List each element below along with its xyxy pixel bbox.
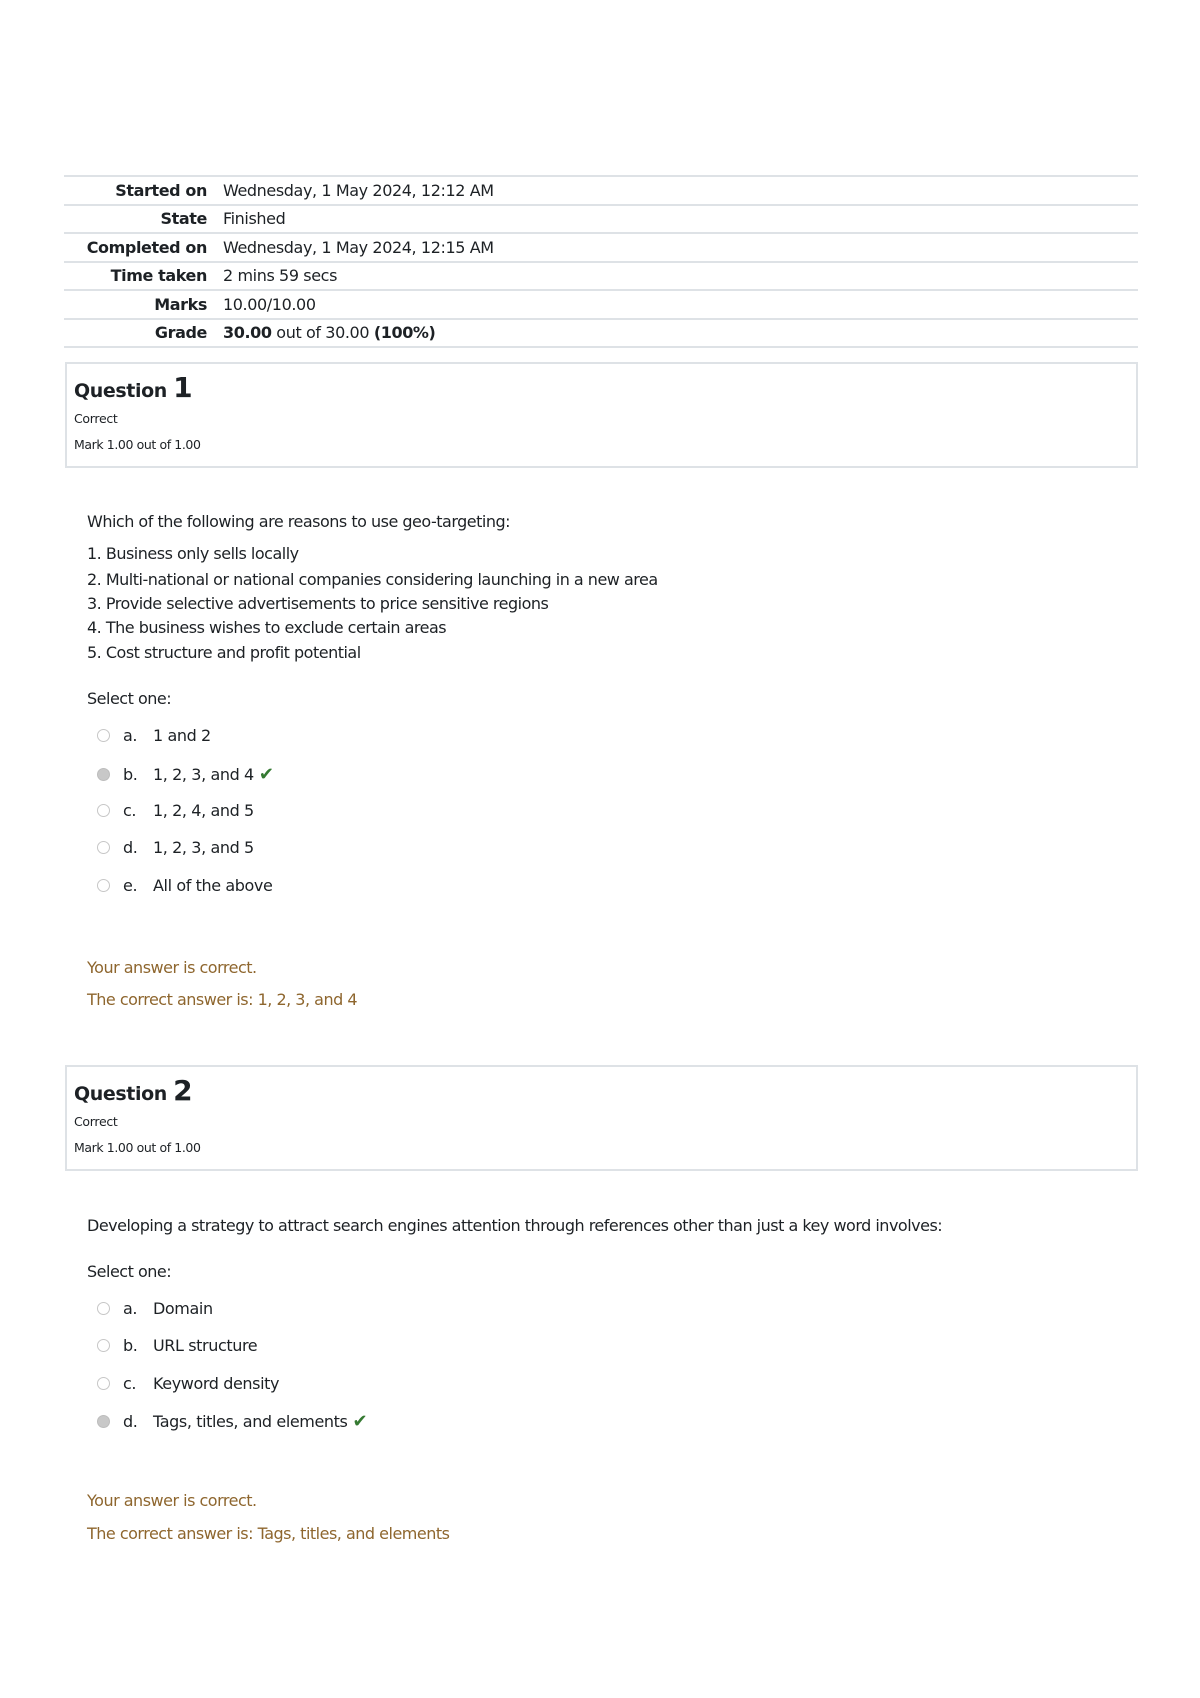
summary-label: Completed on [86,237,207,257]
check-icon: ✔ [352,1411,368,1432]
option-letter: b. [123,765,138,784]
radio-icon[interactable] [97,841,110,854]
question-label: Question [74,380,167,402]
summary-row-state [64,206,1138,235]
summary-value: 2 mins 59 secs [223,266,338,286]
answer-option-d[interactable] [97,1411,367,1432]
radio-icon[interactable] [97,879,110,892]
summary-label: Started on [115,180,207,200]
question-grade: Mark 1.00 out of 1.00 [74,1140,201,1155]
answer-option-c[interactable] [97,801,254,820]
answer-option-a[interactable] [97,1299,213,1318]
select-one-prompt: Select one: [87,1262,172,1281]
statement-item: 5. Cost structure and profit potential [87,643,361,662]
option-letter: b. [123,1336,138,1355]
answer-option-c[interactable] [97,1374,279,1393]
option-text: 1, 2, 3, and 5 [153,838,254,857]
option-text: URL structure [153,1336,258,1355]
feedback-correct: Your answer is correct. [87,958,257,977]
option-text: Domain [153,1299,213,1318]
attempt-summary-table [64,175,1138,348]
statement-item: 1. Business only sells locally [87,544,299,563]
question-number [74,371,1136,404]
question-label: Question [74,1083,167,1105]
statement-item: 3. Provide selective advertisements to price sensitive regions [87,594,549,613]
correct-answer-text: The correct answer is: Tags, titles, and elements [87,1524,450,1543]
option-letter: d. [123,838,138,857]
summary-row-started [64,177,1138,206]
summary-label: Marks [154,294,207,314]
answer-option-b[interactable] [97,1336,257,1355]
summary-label: Time taken [110,266,207,286]
option-letter: c. [123,1374,137,1393]
question-text: Developing a strategy to attract search engines attention through references other than just a key word involves: [87,1216,943,1235]
summary-value [221,323,435,342]
question-grade: Mark 1.00 out of 1.00 [74,437,201,452]
statement-item: 2. Multi-national or national companies considering launching in a new area [87,570,658,589]
radio-icon[interactable] [97,768,110,781]
summary-value: 10.00/10.00 [223,294,316,314]
option-text: 1, 2, 4, and 5 [153,801,254,820]
option-letter: c. [123,801,137,820]
radio-icon[interactable] [97,1415,110,1428]
option-text: All of the above [153,876,273,895]
summary-row-marks [64,291,1138,320]
grade-percent: (100%) [373,323,436,343]
feedback-correct: Your answer is correct. [87,1491,257,1510]
grade-out-of: out of 30.00 [271,323,374,343]
check-icon: ✔ [258,764,274,785]
summary-label: Grade [154,323,207,343]
grade-score: 30.00 [223,323,272,343]
option-text: 1, 2, 3, and 4 [153,765,254,784]
radio-icon[interactable] [97,1339,110,1352]
option-text: Tags, titles, and elements [153,1412,348,1431]
question-number [74,1074,1136,1107]
question-state: Correct [74,1114,118,1129]
summary-value: Wednesday, 1 May 2024, 12:15 AM [223,237,494,257]
radio-icon[interactable] [97,1302,110,1315]
question-number-value: 1 [173,371,193,404]
question-text: Which of the following are reasons to use geo-targeting: [87,512,511,531]
option-text: Keyword density [153,1374,280,1393]
summary-row-time-taken [64,263,1138,292]
radio-icon[interactable] [97,1377,110,1390]
select-one-prompt: Select one: [87,689,172,708]
option-letter: d. [123,1412,138,1431]
option-text: 1 and 2 [153,726,211,745]
question-info-box [65,1065,1138,1171]
question-info-box [65,362,1138,468]
summary-row-completed [64,234,1138,263]
question-state: Correct [74,411,118,426]
radio-icon[interactable] [97,729,110,742]
summary-row-grade [64,320,1138,349]
option-letter: a. [123,726,138,745]
answer-option-b[interactable] [97,764,274,785]
summary-label: State [160,209,207,229]
question-number-value: 2 [173,1074,193,1107]
option-letter: a. [123,1299,138,1318]
answer-option-a[interactable] [97,726,211,745]
answer-option-e[interactable] [97,876,272,895]
summary-value: Finished [223,209,286,229]
radio-icon[interactable] [97,804,110,817]
answer-option-d[interactable] [97,838,254,857]
option-letter: e. [123,876,138,895]
statement-item: 4. The business wishes to exclude certain areas [87,618,447,637]
correct-answer-text: The correct answer is: 1, 2, 3, and 4 [87,990,358,1009]
summary-value: Wednesday, 1 May 2024, 12:12 AM [223,180,494,200]
